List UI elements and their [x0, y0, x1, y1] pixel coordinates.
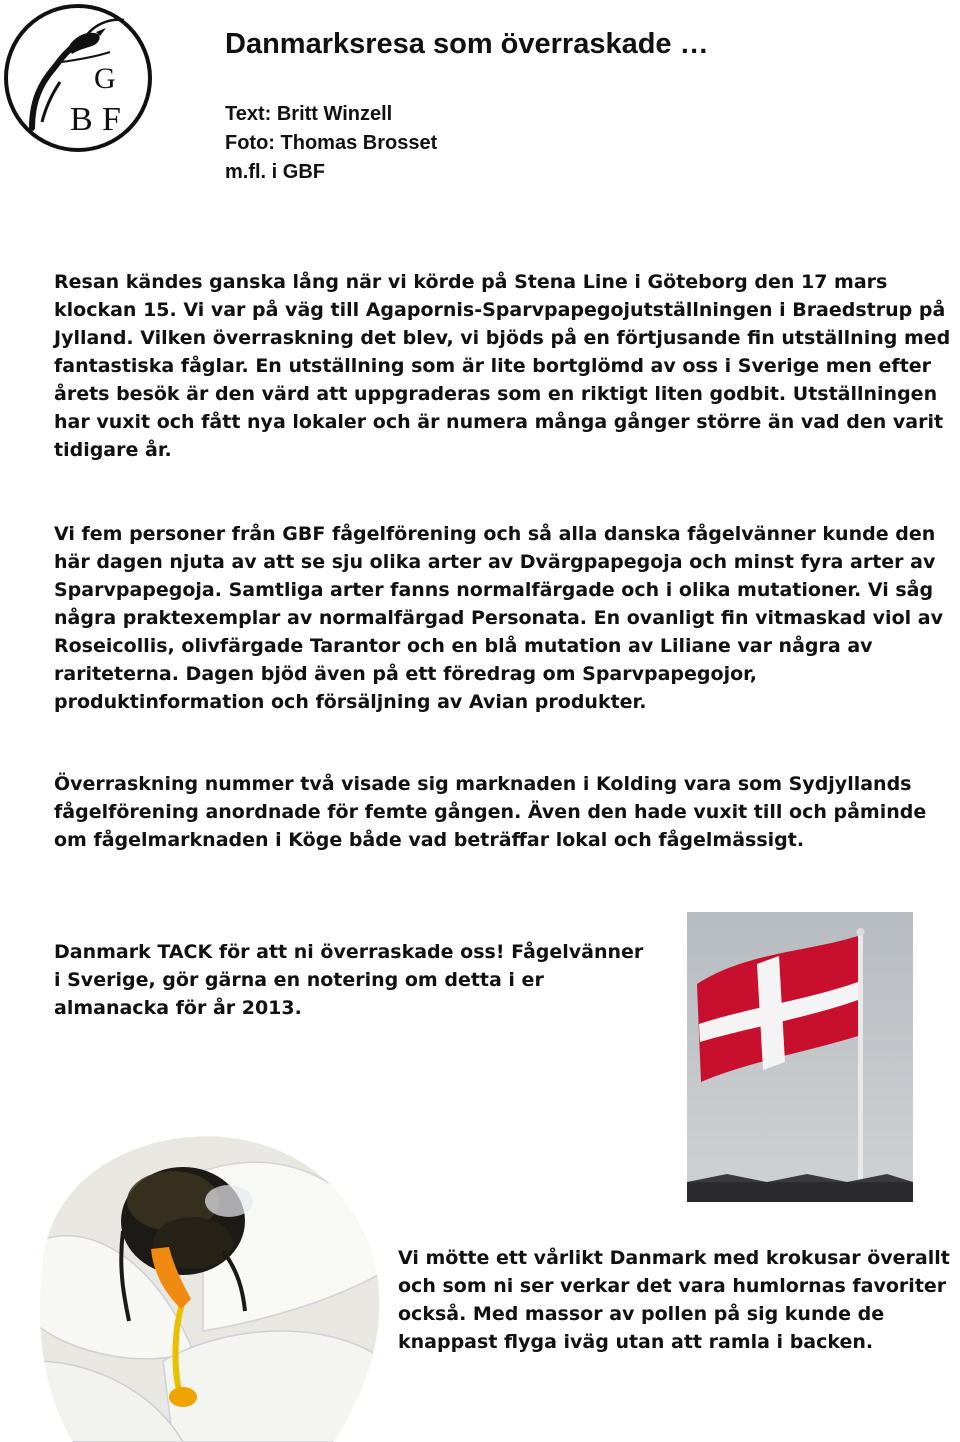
credits — [225, 100, 437, 187]
paragraph-market: Överraskning nummer två visade sig marknaden i Kolding vara som Sydjyllands fågelförening anordnade för femte gången. Även den hade vuxit till och påminde om fågelmarknaden i Köge både vad beträffar lokal och fågelmässigt. — [54, 773, 927, 851]
gbf-logo — [2, 2, 154, 154]
svg-text:B: B — [70, 101, 93, 138]
credit-others: m.fl. i GBF — [225, 161, 325, 183]
logo-letters: G — [94, 62, 116, 95]
paragraph-exhibition: Vi fem personer från GBF fågelförening och så alla danska fågelvänner kunde den här dagen njuta av att se sju olika arter av Dvärgpapegoja och minst fyra arter av Sparvpapegoja. Samtliga arter fanns normalfärgade och i olika mutationer. Vi såg några praktexemplar av normalfärgad Personata. En ovanligt fin vitmaskad viol av Roseicollis, olivfärgade Tarantor och en blå mutation av Liliane var några av rariteterna. Dagen bjöd även på ett föredrag om Sparvpapegojor, produktinformation och försäljning av Avian produkter. — [54, 523, 943, 713]
paragraph-thanks: Danmark TACK för att ni överraskade oss! Fågelvänner i Sverige, gör gärna en notering om detta i er almanacka för år 2013. — [54, 941, 644, 1019]
danish-flag-photo — [687, 912, 913, 1202]
credit-text: Text: Britt Winzell — [225, 103, 393, 125]
svg-text:F: F — [102, 101, 121, 138]
credit-photo: Foto: Thomas Brosset — [225, 132, 438, 154]
page-title: Danmarksresa som överraskade … — [225, 28, 709, 60]
bumblebee-on-crocus-photo — [33, 1131, 385, 1442]
paragraph-intro: Resan kändes ganska lång när vi körde på Stena Line i Göteborg den 17 mars klockan 15. Vi var på väg till Agapornis-Sparvpapegojutställningen i Braedstrup på Jylland. Vilken överraskning det blev, vi bjöds på en förtjusande fin utställning med fantastiska fåglar. En utställning som är lite bortglömd av oss i Sverige men efter årets besök är den värd att uppgraderas som en riktigt liten godbit. Utställningen har vuxit och fått nya lokaler och är numera många gånger större än vad den varit tidigare år. — [54, 271, 951, 461]
photo-caption: Vi mötte ett vårlikt Danmark med krokusar överallt och som ni ser verkar det vara humlornas favoriter också. Med massor av pollen på sig kunde de knappast flyga iväg utan att ramla i backen. — [398, 1247, 950, 1353]
